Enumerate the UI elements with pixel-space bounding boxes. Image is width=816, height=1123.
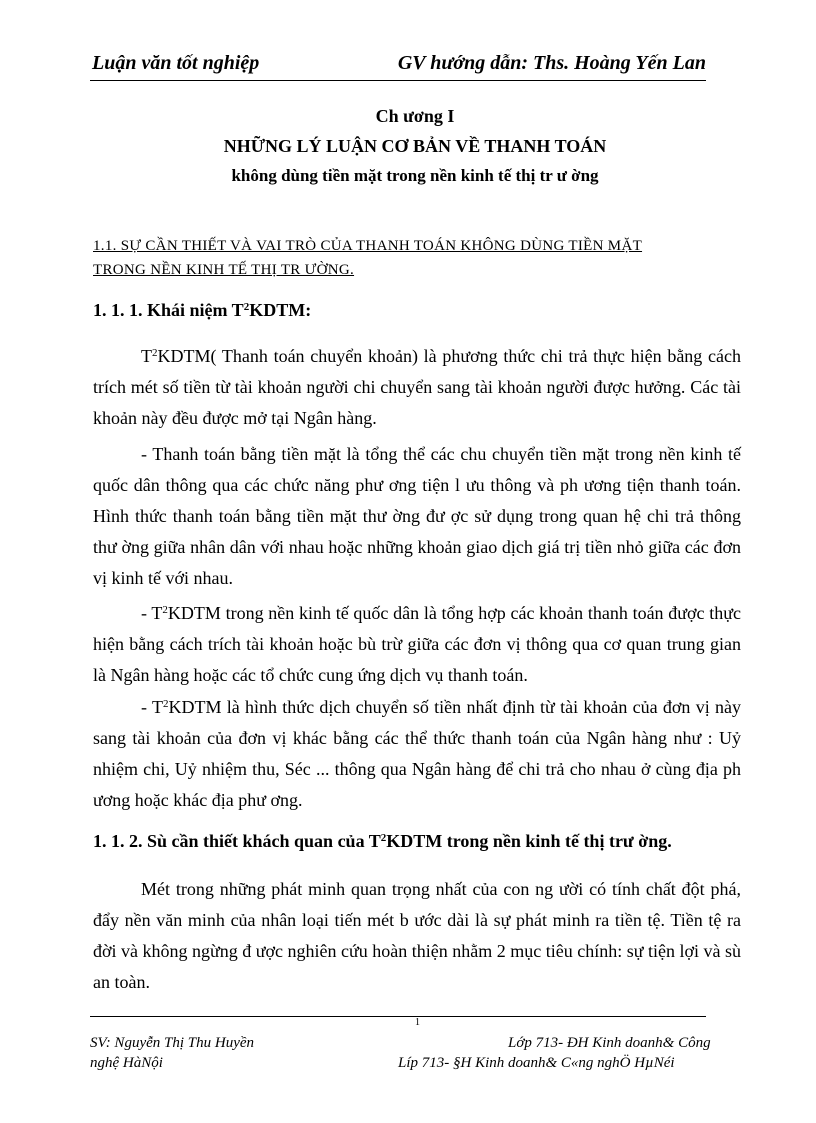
para3-text: KDTM trong nền kinh tế quốc dân là tổng hợp các khoản thanh toán được thực hiện bằng cách trích tài khoản hoặc bù trừ giữa các đơn vị thông qua cơ quan trung gian là Ngân hàng hoặc các tổ chức cung ứng dịch vụ thanh toán. [93,603,741,685]
subsection-heading-1 [93,300,743,321]
para1-sup: 2 [152,347,158,359]
para4-t: - T [141,697,163,717]
header-thesis-title: Luận văn tốt nghiệp [92,52,260,74]
chapter-title: NHỮNG LÝ LUẬN CƠ BẢN VỀ THANH TOÁN [223,136,607,156]
section-heading [93,234,743,282]
sub1-number: 1. 1. 1. Khái niệm T [93,300,244,320]
subsection-heading-2 [93,831,743,852]
sub2-sup: 2 [380,832,387,844]
section-heading-line1: 1.1. SỰ CẦN THIẾT VÀ VAI TRÒ CỦA THANH TOÁN KHÔNG DÙNG TIỀN MẶT [93,238,643,254]
sub1-sup: 2 [243,301,250,313]
footer-class-garbled: Líp 713- §H Kinh doanh& C«ng nghÖ HµNéi [398,1055,675,1071]
para4-sup: 2 [162,698,169,710]
chapter-subtitle: không dùng tiền mặt trong nền kinh tế thị tr ư ờng [231,166,599,185]
page-number: 1 [415,1017,420,1028]
paragraph-3 [93,598,741,691]
footer-student-cont: nghệ HàNội [90,1055,163,1071]
para3-t: - T [141,603,163,623]
footer-student: SV: Nguyễn Thị Thu Huyền [90,1035,255,1051]
para4-text: KDTM là hình thức dịch chuyển số tiền nhất định từ tài khoản của đơn vị này sang tài khoản của đơn vị khác bằng các thể thức thanh toán của Ngân hàng như : Uỷ nhiệm chi, Uỷ nhiệm thu, Séc ... thông qua Ngân hàng để chi trả cho nhau ở cùng địa ph ương hoặc khác địa phư ơng. [93,697,741,810]
header-advisor: GV hướng dẫn: Ths. Hoàng Yến Lan [397,52,706,74]
sub1-rest: KDTM: [249,300,312,320]
paragraph-2: - Thanh toán bằng tiền mặt là tổng thể các chu chuyển tiền mặt trong nền kinh tế quốc dân thông qua các chức năng phư ơng tiện l ưu thông và ph ương tiện thanh toán. Hình thức thanh toán bằng tiền mặt thư ờng đư ợc sử dụng trong quan hệ chi trả thông thư ờng giữa nhân dân với nhau hoặc những khoản giao dịch giá trị tiền nhỏ giữa các đơn vị kinh tế với nhau. [93,444,741,588]
para1-t: T [141,346,152,366]
paragraph-4 [93,692,741,816]
footer-divider [90,1016,706,1017]
sub2-number: 1. 1. 2. Sù cần thiết khách quan của T [93,831,381,851]
paragraph-5: Mét trong những phát minh quan trọng nhất của con ng ười có tính chất đột phá, đẩy nền văn minh của nhân loại tiến mét b ước dài là sự phát minh ra tiền tệ. Tiền tệ ra đời và không ngừng đ ược nghiên cứu hoàn thiện nhằm 2 mục tiêu chính: sự tiện lợi và sù an toàn. [93,879,741,992]
page-header [90,50,706,81]
section-heading-line2: TRONG NỀN KINH TẾ THỊ TR ƯỜNG. [93,262,355,278]
sub2-rest: KDTM trong nền kinh tế thị trư ờng. [386,831,672,851]
para1-text: KDTM( Thanh toán chuyển khoản) là phương thức chi trả thực hiện bằng cách trích mét số tiền từ tài khoản người chi chuyển sang tài khoản người được hưởng. Các tài khoản này đều được mở tại Ngân hàng. [93,346,741,428]
footer-class: Lớp 713- ĐH Kinh doanh& Công [508,1035,711,1051]
paragraph-1 [93,341,741,434]
para3-sup: 2 [162,604,168,616]
chapter-label: Ch ương I [375,106,455,126]
